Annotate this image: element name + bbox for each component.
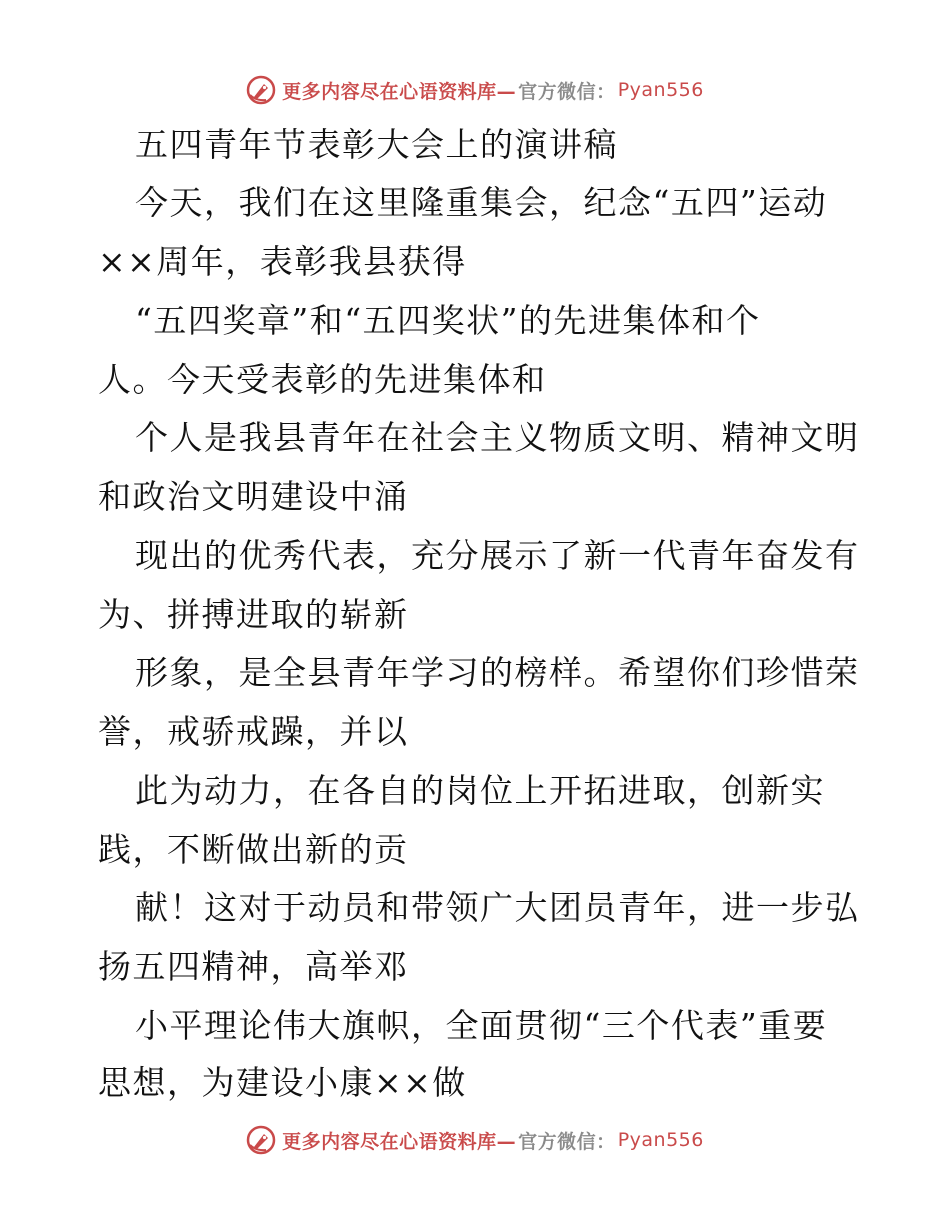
watermark-text-gray: 官方微信： [518,80,616,103]
watermark-wechat-id: Pyan556 [617,79,704,101]
pen-nib-logo-icon [246,75,276,105]
watermark-header [0,70,950,110]
watermark-wechat-id: Pyan556 [617,1129,704,1151]
paragraph-line: 小平理论伟大旗帜，全面贯彻“三个代表”重要 [135,1006,828,1045]
document-title: 五四青年节表彰大会上的演讲稿 [135,125,618,164]
paragraph-line: 和政治文明建设中涌 [98,477,409,516]
paragraph-line: 形象，是全县青年学习的榜样。希望你们珍惜荣 [135,653,860,692]
paragraph-line: 践，不断做出新的贡 [98,830,409,869]
paragraph-line: 此为动力，在各自的岗位上开拓进取，创新实 [135,771,825,810]
watermark-text-gray: 官方微信： [518,1130,616,1153]
watermark-text-cn: 更多内容尽在心语资料库— [282,1130,517,1153]
paragraph-line: ××周年，表彰我县获得 [98,242,467,281]
paragraph-line: 今天，我们在这里隆重集会，纪念“五四”运动 [135,183,828,222]
watermark-footer [0,1120,950,1160]
paragraph-line: 为、拼搏进取的崭新 [98,595,409,634]
paragraph-line: “五四奖章”和“五四奖状”的先进集体和个 [135,301,761,340]
pen-nib-logo-icon [246,1125,276,1155]
paragraph-line: 誉，戒骄戒躁，并以 [98,712,409,751]
paragraph-line: 献！这对于动员和带领广大团员青年，进一步弘 [135,888,860,927]
paragraph-line: 个人是我县青年在社会主义物质文明、精神文明 [135,418,860,457]
paragraph-line: 思想，为建设小康××做 [98,1063,467,1102]
paragraph-line: 现出的优秀代表，充分展示了新一代青年奋发有 [135,536,860,575]
paragraph-line: 扬五四精神，高举邓 [98,947,409,986]
watermark-text-cn: 更多内容尽在心语资料库— [282,80,517,103]
paragraph-line: 人。今天受表彰的先进集体和 [98,360,547,399]
